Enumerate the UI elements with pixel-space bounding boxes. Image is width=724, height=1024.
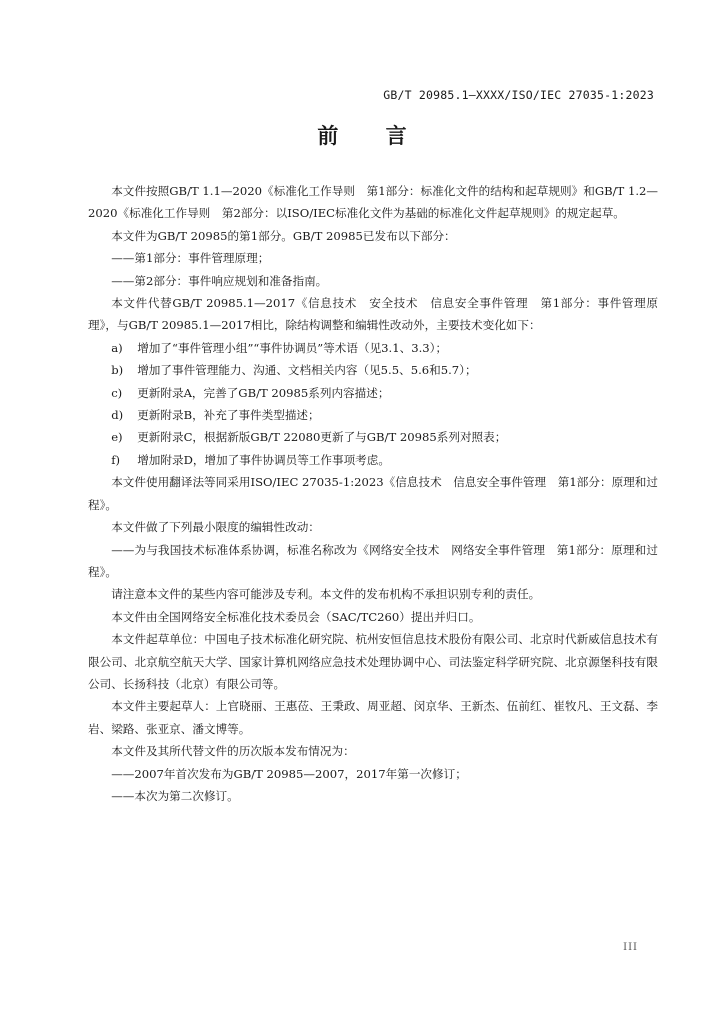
change-item bbox=[88, 337, 658, 359]
change-item bbox=[88, 359, 658, 381]
paragraph-replacement: 本文件代替GB/T 20985.1—2017《信息技术 安全技术 信息安全事件管理 第1部分：事件管理原理》，与GB/T 20985.1—2017相比，除结构调整和编辑性改动外，主要技术变化如下： bbox=[88, 296, 658, 333]
history-item: ——本次为第二次修订。 bbox=[111, 788, 239, 803]
paragraph-drafting-units: 本文件起草单位：中国电子技术标准化研究院、杭州安恒信息技术股份有限公司、北京时代新威信息技术有限公司、北京航空航天大学、国家计算机网络应急技术处理协调中心、司法鉴定科学研究院、北京源堡科技有限公司、长扬科技（北京）有限公司等。 bbox=[88, 632, 658, 691]
paragraph-adoption: 本文件使用翻译法等同采用ISO/IEC 27035-1:2023《信息技术 信息安全事件管理 第1部分：原理和过程》。 bbox=[88, 475, 658, 512]
change-label: b) bbox=[111, 363, 124, 378]
paragraph-patent: 请注意本文件的某些内容可能涉及专利。本文件的发布机构不承担识别专利的责任。 bbox=[111, 587, 541, 602]
part-item: ——第2部分：事件响应规划和准备指南。 bbox=[111, 273, 328, 288]
change-text: 增加了事件管理能力、沟通、文档相关内容（见5.5、5.6和5.7）； bbox=[137, 363, 477, 378]
part-item: ——第1部分：事件管理原理； bbox=[111, 251, 270, 266]
editorial-item: ——为与我国技术标准体系协调，标准名称改为《网络安全技术 网络安全事件管理 第1部分：原理和过程》。 bbox=[88, 542, 658, 579]
standard-code: GB/T 20985.1—XXXX/ISO/IEC 27035-1:2023 bbox=[383, 88, 654, 102]
paragraph-drafters: 本文件主要起草人：上官晓丽、王惠莅、王秉政、周亚超、闵京华、王新杰、伍前红、崔牧凡、王文磊、李岩、梁路、张亚京、潘文博等。 bbox=[88, 699, 658, 736]
page-title: 前 言 bbox=[317, 124, 427, 148]
paragraph-parts: 本文件为GB/T 20985的第1部分。GB/T 20985已发布以下部分： bbox=[111, 228, 456, 243]
page-number: III bbox=[623, 942, 638, 953]
change-item bbox=[88, 449, 658, 471]
foreword-body bbox=[88, 180, 658, 807]
history-item: ——2007年首次发布为GB/T 20985—2007，2017年第一次修订； bbox=[111, 766, 467, 781]
change-label: c) bbox=[111, 385, 123, 400]
change-label: e) bbox=[111, 430, 123, 445]
change-label: d) bbox=[111, 408, 124, 423]
change-text: 更新附录A，完善了GB/T 20985系列内容描述； bbox=[137, 385, 390, 400]
change-text: 更新附录C，根据新版GB/T 22080更新了与GB/T 20985系列对照表； bbox=[137, 430, 507, 445]
change-item bbox=[88, 426, 658, 448]
paragraph-editorial: 本文件做了下列最小限度的编辑性改动： bbox=[111, 520, 320, 535]
change-text: 增加附录D，增加了事件协调员等工作事项考虑。 bbox=[137, 452, 390, 467]
change-text: 更新附录B，补充了事件类型描述； bbox=[137, 408, 320, 423]
paragraph-history: 本文件及其所代替文件的历次版本发布情况为： bbox=[111, 744, 355, 759]
change-label: f) bbox=[111, 452, 121, 467]
change-item bbox=[88, 382, 658, 404]
paragraph-drafting-rules: 本文件按照GB/T 1.1—2020《标准化工作导则 第1部分：标准化文件的结构和起草规则》和GB/T 1.2—2020《标准化工作导则 第2部分：以ISO/IEC标准化文件为基础的标准化文件起草规则》的规定起草。 bbox=[88, 184, 658, 221]
change-item bbox=[88, 404, 658, 426]
change-label: a) bbox=[111, 340, 123, 355]
paragraph-committee: 本文件由全国网络安全标准化技术委员会（SAC/TC260）提出并归口。 bbox=[111, 609, 481, 624]
change-text: 增加了“事件管理小组”“事件协调员”等术语（见3.1、3.3）； bbox=[137, 340, 448, 355]
